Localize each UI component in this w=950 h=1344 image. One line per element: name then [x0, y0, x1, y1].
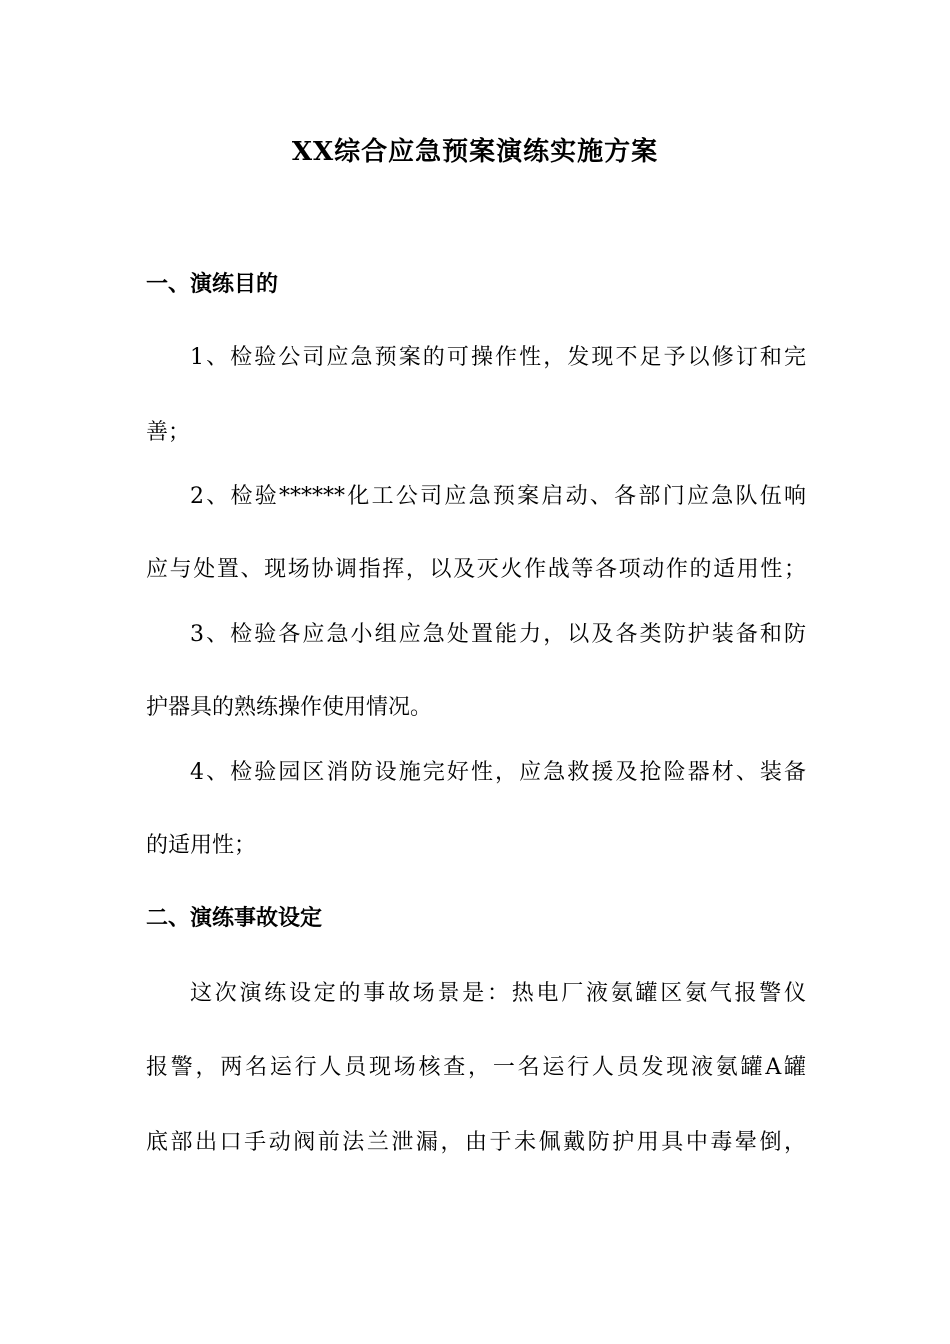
paragraph-line: 应与处置、现场协调指挥，以及灭火作战等各项动作的适用性； [146, 557, 806, 582]
paragraph-line: 3、检验各应急小组应急处置能力，以及各类防护装备和防 [190, 622, 806, 647]
section-heading-scenario: 二、演练事故设定 [146, 905, 323, 931]
paragraph-line: 4、检验园区消防设施完好性，应急救援及抢险器材、装备 [190, 760, 806, 785]
paragraph-line: 善； [146, 420, 191, 445]
paragraph-line: 护器具的熟练操作使用情况。 [146, 695, 433, 720]
paragraph-line: 报警，两名运行人员现场核查，一名运行人员发现液氨罐A罐 [146, 1055, 806, 1080]
paragraph-line: 底部出口手动阀前法兰泄漏，由于未佩戴防护用具中毒晕倒， [146, 1130, 806, 1155]
paragraph-line: 2、检验******化工公司应急预案启动、各部门应急队伍响 [190, 484, 806, 509]
paragraph-line: 的适用性； [146, 833, 257, 858]
section-heading-purpose: 一、演练目的 [146, 271, 279, 297]
paragraph-line: 这次演练设定的事故场景是：热电厂液氨罐区氨气报警仪 [190, 981, 806, 1006]
paragraph-line: 1、检验公司应急预案的可操作性，发现不足予以修订和完 [190, 345, 806, 370]
document-title: XX综合应急预案演练实施方案 [291, 137, 659, 167]
